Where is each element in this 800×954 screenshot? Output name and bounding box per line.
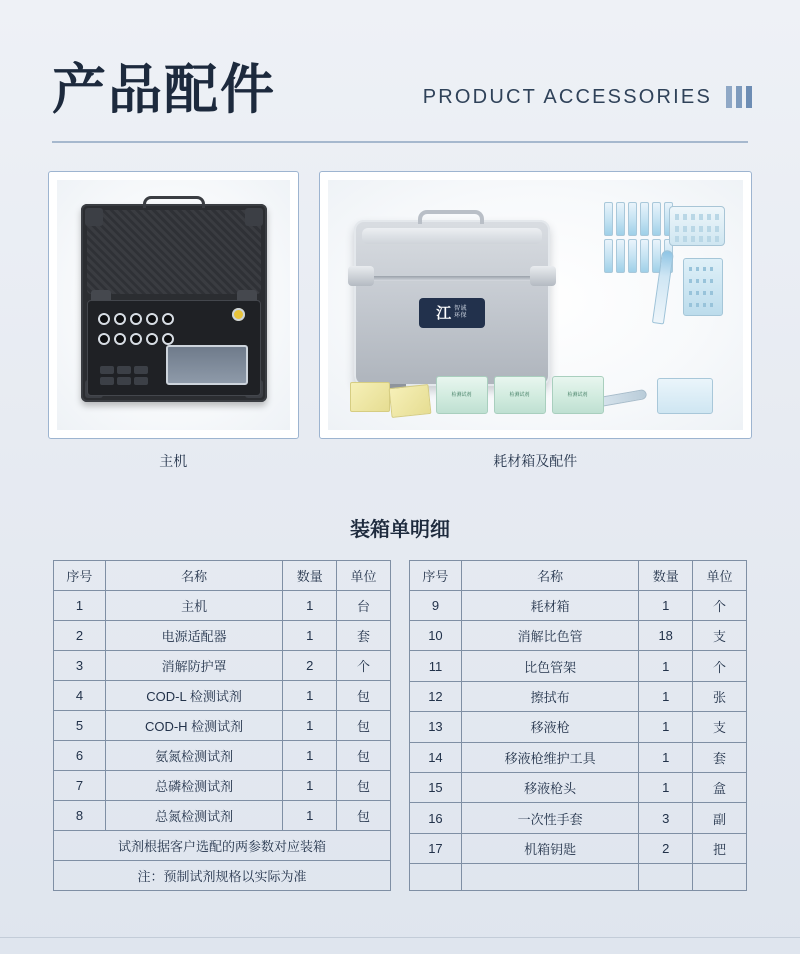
cell-qty: 1 [283,680,337,710]
table-row [410,773,747,803]
cell-index: 13 [410,712,462,742]
cell-index: 14 [410,742,462,772]
column-header-name: 名称 [461,560,638,590]
brand-logo-text [454,306,467,320]
table-row [410,803,747,833]
cell-index: 12 [410,681,462,711]
brand-logo-line1: 智诚 [454,305,467,312]
cell-unit: 支 [693,621,747,651]
cell-qty: 1 [639,742,693,772]
cell-empty [639,864,693,890]
table-note-row [54,830,391,860]
page-title-en-group [423,86,752,119]
case-corner-icon [245,208,263,226]
table-note-row [54,860,391,890]
page-title: 产品配件 [52,60,276,120]
column-header-name: 名称 [105,560,282,590]
cell-qty: 1 [283,770,337,800]
cell-unit: 盒 [693,773,747,803]
cell-index: 3 [54,650,106,680]
disposable-gloves-icon [657,378,713,414]
cell-name: 一次性手套 [461,803,638,833]
tube-rack-icon [669,206,725,246]
table-row [54,770,391,800]
cell-unit: 套 [693,742,747,772]
packing-table-right [409,560,747,891]
table-row [54,620,391,650]
column-header-index: 序号 [54,560,106,590]
table-row [54,800,391,830]
reagent-pouch-icon [436,376,488,414]
cell-qty: 2 [283,650,337,680]
cell-unit: 包 [337,740,391,770]
page-subtitle: PRODUCT ACCESSORIES [422,85,712,108]
cell-name: 总氮检测试剂 [105,800,282,830]
cell-index: 17 [410,833,462,863]
cell-qty: 1 [639,590,693,620]
cell-qty: 2 [639,833,693,863]
column-header-qty: 数量 [283,560,337,590]
table-header-row [54,560,391,590]
table-row-empty [410,864,747,890]
pipette-tip-box-icon [683,258,723,316]
cell-name: 总磷检测试剂 [105,770,282,800]
case-latch-icon [348,266,374,286]
reagent-pouch-icon [552,376,604,414]
cell-name: 电源适配器 [105,620,282,650]
table-row [54,740,391,770]
table-row [54,590,391,620]
table-row [410,742,747,772]
cell-qty: 1 [639,651,693,681]
cell-index: 1 [54,590,106,620]
packing-list-title: 装箱单明细 [350,518,450,541]
cell-qty: 3 [639,803,693,833]
cell-unit: 包 [337,680,391,710]
caption-host: 主机 [159,452,188,469]
cell-index: 10 [410,621,462,651]
table-row [54,680,391,710]
cell-name: 擦拭布 [461,681,638,711]
cell-name: 氨氮检测试剂 [105,740,282,770]
packing-table-left [53,560,391,891]
page-header [0,0,800,119]
packing-list-tables [48,560,752,891]
cell-unit: 台 [337,590,391,620]
wipe-cloth-icon [388,384,431,418]
keypad-icon [100,366,148,385]
reagent-pouch-label: 检测试剂 [567,391,588,398]
cell-name: 移液枪维护工具 [461,742,638,772]
reagent-pouch-icon [494,376,546,414]
cell-qty: 18 [639,621,693,651]
column-header-index: 序号 [410,560,462,590]
cell-empty [693,864,747,890]
table-row [410,621,747,651]
product-card-consumables [319,171,752,439]
column-header-unit: 单位 [693,560,747,590]
silver-case-accessories-icon [354,220,550,386]
cell-index: 5 [54,710,106,740]
cell-unit: 套 [337,620,391,650]
digestion-wells-icon [98,313,174,325]
cell-unit: 个 [337,650,391,680]
product-gallery [48,171,752,439]
table-row [410,712,747,742]
case-handle-icon [143,196,205,208]
cell-unit: 个 [693,590,747,620]
cell-name: 耗材箱 [461,590,638,620]
cell-qty: 1 [283,590,337,620]
cell-qty: 1 [283,620,337,650]
cell-index: 15 [410,773,462,803]
reagent-pouch-label: 检测试剂 [451,391,472,398]
cell-index: 11 [410,651,462,681]
cell-unit: 把 [693,833,747,863]
cell-qty: 1 [283,710,337,740]
cell-empty [410,864,462,890]
wipe-cloth-icon [350,382,390,412]
cell-qty: 1 [283,740,337,770]
cell-index: 16 [410,803,462,833]
table-row [410,833,747,863]
cell-name: 消解比色管 [461,621,638,651]
footer-divider [0,937,800,938]
table-row [410,651,747,681]
digestion-wells-icon [98,333,174,345]
cell-unit: 包 [337,770,391,800]
cell-index: 7 [54,770,106,800]
cell-index: 6 [54,740,106,770]
cell-empty [461,864,638,890]
decorative-bars-icon [726,86,752,108]
cell-unit: 包 [337,710,391,740]
case-latch-icon [530,266,556,286]
product-photo-host [57,180,290,430]
case-foam-lid-icon [87,210,261,294]
hard-case-instrument-icon [81,204,267,402]
cell-name: 移液枪 [461,712,638,742]
cell-qty: 1 [639,712,693,742]
cell-name: 机箱钥匙 [461,833,638,863]
table-row [54,650,391,680]
column-header-qty: 数量 [639,560,693,590]
reagent-pouch-label: 检测试剂 [509,391,530,398]
product-captions [48,451,752,471]
indicator-light-icon [232,308,245,321]
table-header-row [410,560,747,590]
cell-qty: 1 [283,800,337,830]
product-photo-consumables [328,180,743,430]
packing-note-2: 注：预制试剂规格以实际为准 [54,860,391,890]
cell-unit: 副 [693,803,747,833]
cell-unit: 包 [337,800,391,830]
cell-name: COD-H 检测试剂 [105,710,282,740]
caption-consumables: 耗材箱及配件 [493,452,578,469]
cell-name: 消解防护罩 [105,650,282,680]
cell-index: 8 [54,800,106,830]
case-top-edge [362,228,542,244]
packing-note-1: 试剂根据客户选配的两参数对应装箱 [54,830,391,860]
case-corner-icon [85,208,103,226]
cell-name: COD-L 检测试剂 [105,680,282,710]
cell-name: 主机 [105,590,282,620]
cell-qty: 1 [639,773,693,803]
cell-name: 移液枪头 [461,773,638,803]
column-header-unit: 单位 [337,560,391,590]
header-divider [52,141,748,143]
cell-index: 9 [410,590,462,620]
table-row [410,590,747,620]
table-row [410,681,747,711]
case-hinge-icon [364,276,540,281]
cell-unit: 支 [693,712,747,742]
product-card-host [48,171,299,439]
case-handle-icon [418,210,484,224]
cell-name: 比色管架 [461,651,638,681]
cell-unit: 张 [693,681,747,711]
cell-index: 2 [54,620,106,650]
cell-index: 4 [54,680,106,710]
table-row [54,710,391,740]
brand-logo [419,298,485,328]
brand-logo-line2: 环保 [454,312,467,319]
cell-unit: 个 [693,651,747,681]
instrument-screen [166,345,248,385]
brand-logo-mark: 江 [436,306,452,323]
cell-qty: 1 [639,681,693,711]
